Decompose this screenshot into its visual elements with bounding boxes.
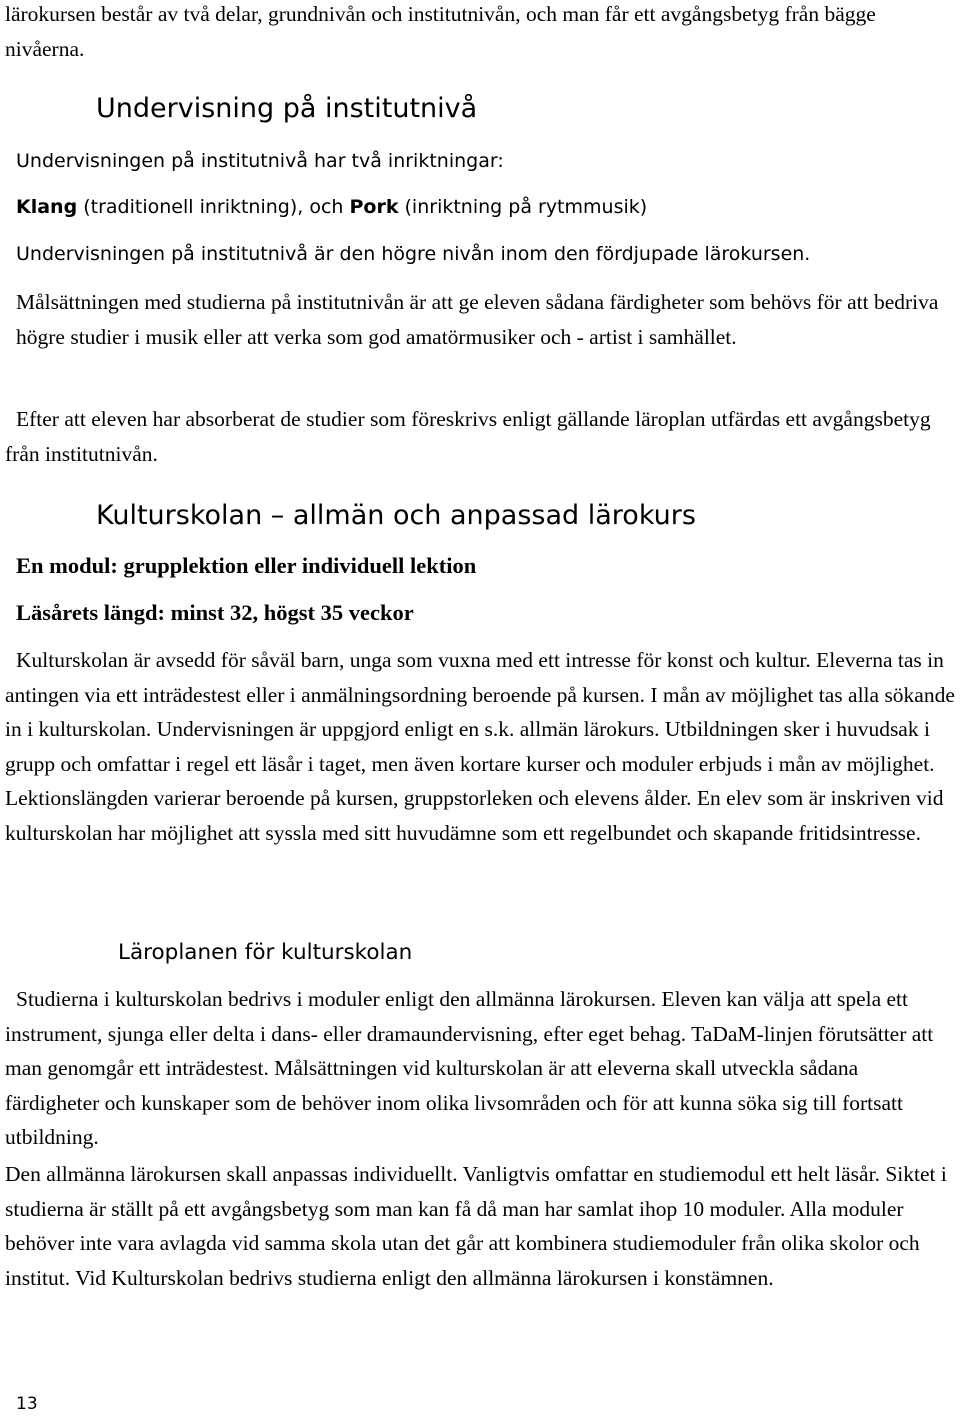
lasar-subheading: Läsårets längd: minst 32, högst 35 veckor — [16, 600, 414, 625]
section-heading-institutniva: Undervisning på institutnivå — [96, 93, 478, 124]
malsattning-paragraph: Målsättningen med studierna på institutnivån är att ge eleven sådana färdigheter som behövs för att bedriva högre studier i musik eller att verka som god amatörmusiker och - artist i samhället. — [16, 290, 939, 349]
klang-description: (traditionell inriktning), och — [77, 196, 350, 218]
klang-label: Klang — [16, 196, 78, 218]
page-number: 13 — [16, 1394, 38, 1414]
section-heading-laroplanen: Läroplanen för kulturskolan — [118, 940, 413, 965]
pork-description: (inriktning på rytmmusik) — [398, 196, 648, 218]
laroplanen-paragraph-2: Den allmänna lärokursen skall anpassas individuellt. Vanligtvis omfattar en studiemodul ett helt läsår. Siktet i studierna är ställt på ett avgångsbetyg som man kan få då man har samlat ihop 10 moduler. Alla moduler behöver inte vara avlagda vid samma skola utan det går att kombinera studiemoduler från olika skolor och institut. Vid Kulturskolan bedrivs studierna enligt den allmänna lärokursen i konstämnen. — [5, 1162, 947, 1290]
institutniva-level-line: Undervisningen på institutnivå är den högre nivån inom den fördjupade lärokursen. — [16, 243, 811, 265]
modul-subheading: En modul: grupplektion eller individuell lektion — [16, 553, 477, 578]
inriktningar-line: Undervisningen på institutnivå har två inriktningar: — [16, 150, 504, 172]
avgangsbetyg-paragraph: Efter att eleven har absorberat de studier som föreskrivs enligt gällande läroplan utfärdas ett avgångsbetyg från institutnivån. — [5, 407, 931, 466]
laroplanen-paragraph-1: Studierna i kulturskolan bedrivs i moduler enligt den allmänna lärokursen. Eleven kan välja att spela ett instrument, sjunga eller delta i dans- eller dramaundervisning, efter eget behag. TaDaM-linjen förutsätter att man genomgår ett inträdestest. Målsättningen vid kulturskolan är att eleverna skall utveckla sådana färdigheter och kunskaper som de behöver inom olika livsområden och för att kunna söka sig till fortsatt utbildning. — [5, 987, 934, 1149]
section-heading-kulturskolan: Kulturskolan – allmän och anpassad lärokurs — [96, 500, 696, 531]
kulturskolan-paragraph: Kulturskolan är avsedd för såväl barn, unga som vuxna med ett intresse för konst och kultur. Eleverna tas in antingen via ett inträdestest eller i anmälningsordning beroende på kursen. I mån av möjlighet tas alla sökande in i kulturskolan. Undervisningen är uppgjord enligt en s.k. allmän lärokurs. Utbildningen sker i huvudsak i grupp och omfattar i regel ett läsår i taget, men även kortare kurser och moduler erbjuds i mån av möjlighet. Lektionslängden varierar beroende på kursen, gruppstorleken och elevens ålder. En elev som är inskriven vid kulturskolan har möjlighet att syssla med sitt huvudämne som ett regelbundet och skapande fritidsintresse. — [5, 648, 955, 845]
pork-label: Pork — [349, 196, 399, 218]
intro-paragraph: lärokursen består av två delar, grundnivån och institutnivån, och man får ett avgångsbetyg från bägge nivåerna. — [5, 2, 876, 61]
inriktning-list — [16, 192, 647, 222]
